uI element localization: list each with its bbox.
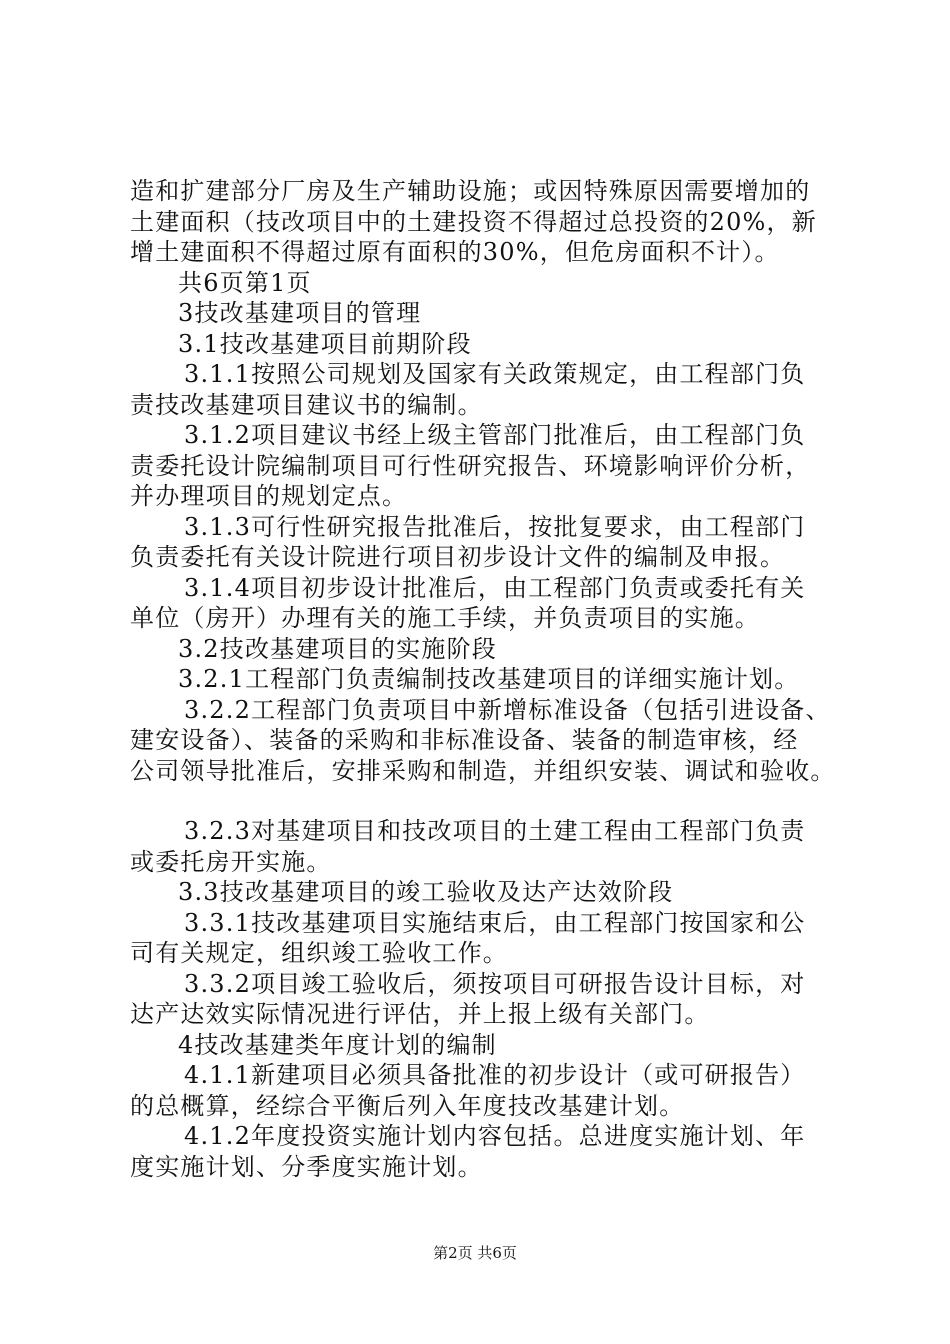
paragraph-line: 土建面积（技改项目中的土建投资不得超过总投资的20%，新 <box>130 207 817 236</box>
paragraph-gap <box>130 786 835 816</box>
paragraph-line: 司有关规定，组织竣工验收工作。 <box>130 939 508 967</box>
paragraph-line: 度实施计划、分季度实施计划。 <box>130 1152 483 1181</box>
paragraph-line: 3.1.1按照公司规划及国家有关政策规定，由工程部门负 <box>184 360 806 388</box>
paragraph-line: 达产达效实际情况进行评估，并上报上级有关部门。 <box>130 1000 710 1028</box>
paragraph-line: 建安设备）、装备的采购和非标准设备、装备的制造审核，经 <box>130 726 799 754</box>
paragraph-line: 3.1.4项目初步设计批准后，由工程部门负责或委托有关 <box>184 573 806 602</box>
paragraph-line: 的总概算，经综合平衡后列入年度技改基建计划。 <box>130 1091 685 1120</box>
section-heading: 4技改基建类年度计划的编制 <box>178 1030 497 1059</box>
paragraph-line: 并办理项目的规划定点。 <box>130 482 408 510</box>
subsection-heading: 3.3技改基建项目的竣工验收及达产达效阶段 <box>178 878 674 906</box>
paragraph-line: 或委托房开实施。 <box>130 847 332 876</box>
document-body <box>130 176 835 1182</box>
page-footer: 第2页 共6页 <box>433 1244 517 1262</box>
paragraph-line: 4.1.2年度投资实施计划内容包括。总进度实施计划、年 <box>184 1122 806 1150</box>
paragraph-line: 4.1.1新建项目必须具备批准的初步设计（或可研报告） <box>184 1061 806 1089</box>
paragraph-line: 3.1.2项目建议书经上级主管部门批准后，由工程部门负 <box>184 421 806 449</box>
paragraph-line: 单位（房开）办理有关的施工手续，并负责项目的实施。 <box>130 604 760 632</box>
paragraph-line: 3.2.1工程部门负责编制技改基建项目的详细实施计划。 <box>178 665 800 693</box>
paragraph-line: 3.2.2工程部门负责项目中新增标准设备（包括引进设备、 <box>184 695 831 724</box>
paragraph-line: 3.2.3对基建项目和技改项目的土建工程由工程部门负责 <box>184 817 806 845</box>
page-count-note: 共6页第1页 <box>178 268 312 297</box>
paragraph-line: 3.3.1技改基建项目实施结束后，由工程部门按国家和公 <box>184 908 806 937</box>
paragraph-line: 增土建面积不得超过原有面积的30%，但危房面积不计）。 <box>130 238 780 266</box>
subsection-heading: 3.2技改基建项目的实施阶段 <box>178 634 497 663</box>
paragraph-line: 造和扩建部分厂房及生产辅助设施；或因特殊原因需要增加的 <box>130 177 811 205</box>
section-heading: 3技改基建项目的管理 <box>178 299 422 327</box>
paragraph-line: 公司领导批准后，安排采购和制造，并组织安装、调试和验收。 <box>130 756 836 785</box>
paragraph-line: 责委托设计院编制项目可行性研究报告、环境影响评价分析， <box>130 451 811 480</box>
paragraph-line: 3.1.3可行性研究报告批准后，按批复要求，由工程部门 <box>184 512 806 541</box>
paragraph-line: 负责委托有关设计院进行项目初步设计文件的编制及申报。 <box>130 543 786 571</box>
subsection-heading: 3.1技改基建项目前期阶段 <box>178 329 472 358</box>
paragraph-line: 3.3.2项目竣工验收后，须按项目可研报告设计目标，对 <box>184 969 806 998</box>
paragraph-line: 责技改基建项目建议书的编制。 <box>130 390 483 419</box>
